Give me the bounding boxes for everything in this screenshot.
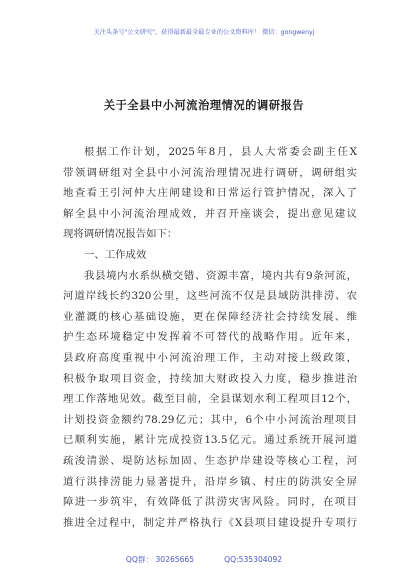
text-line: 业灌溉的核心基础设施，更在保障经济社会持续发展、维	[63, 310, 357, 323]
text-line: 推进全过程中，制定并严格执行《X县项目建设提升专项行	[63, 516, 357, 529]
text-line: 县政府高度重视中小河流治理工作，主动对接上级政策，	[63, 351, 357, 364]
footer-qq-number: QQ:535304092	[224, 555, 283, 564]
header-promo-note: 关注头条号"公文研究"，获得最新最全最专业的公文资料库！ 微信：gongwenyj	[93, 29, 315, 36]
footer-contact	[0, 554, 408, 565]
text-line: 我县境内水系纵横交错、资源丰富，境内共有9条河流，	[84, 269, 357, 282]
text-line: 河道岸线长约320公里，这些河流不仅是县域防洪排涝、农	[63, 290, 357, 303]
document-body	[63, 142, 357, 533]
text-line: 障进一步筑牢，有效降低了洪涝灾害风险。同时，在项目	[63, 496, 357, 509]
text-line: 理工作落地见效。截至目前，全县谋划水利工程项目12个，	[63, 393, 357, 406]
text-line: 带领调研组对全县中小河流治理情况进行调研，调研组实	[63, 166, 357, 179]
text-line: 道行洪排涝能力显著提升，沿岸乡镇、村庄的防洪安全屏	[63, 475, 357, 488]
document-title: 关于全县中小河流治理情况的调研报告	[103, 98, 305, 112]
text-line: 已顺利实施，累计完成投资13.5亿元。通过系统开展河道	[63, 434, 357, 447]
section-heading	[63, 245, 357, 266]
paragraph-achievements	[63, 266, 357, 534]
paragraph-intro	[63, 142, 357, 245]
text-line: 护生态环境稳定中发挥着不可替代的战略作用。近年来，	[63, 331, 357, 344]
text-line: 地查看王引河仲大庄闸建设和日常运行管护情况，深入了	[63, 187, 357, 200]
text-line: 计划投资金额约78.29亿元；其中，6个中小河流治理项目	[63, 413, 357, 426]
text-line: 积极争取项目资金，持续加大财政投入力度，稳步推进治	[63, 372, 357, 385]
footer-qq-group: QQ群： 30265665	[125, 555, 195, 564]
text-line: 根据工作计划，2025年8月，县人大常委会副主任X	[84, 146, 357, 158]
text-line: 现将调研情况报告如下：	[63, 228, 178, 241]
text-line: 解全县中小河流治理成效，并召开座谈会，提出意见建议	[63, 207, 357, 220]
text-line: 疏浚清淤、堤防达标加固、生态护岸建设等核心工程，河	[63, 454, 357, 467]
text-line: 一、工作成效	[84, 248, 147, 261]
